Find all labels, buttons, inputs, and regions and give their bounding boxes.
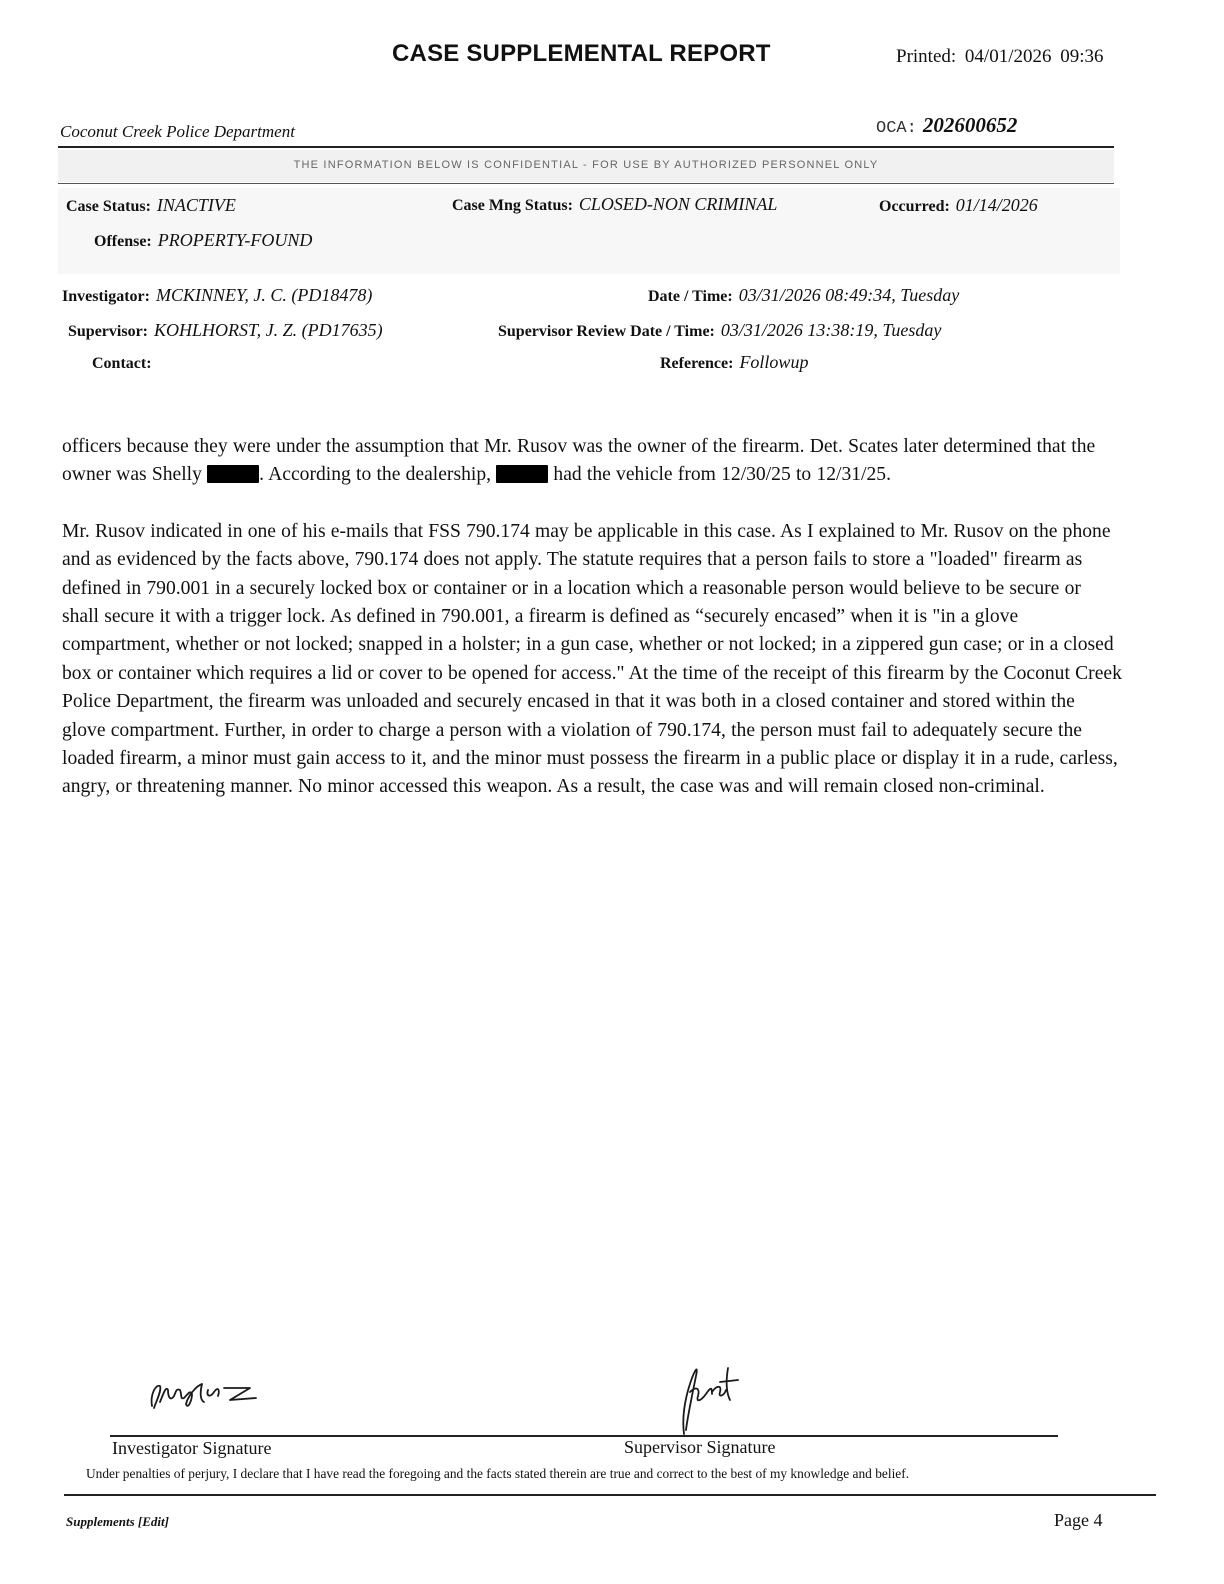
- supervisor-signature-image: [660, 1362, 744, 1438]
- case-status-label: Case Status:: [66, 198, 151, 215]
- review-datetime-label: Supervisor Review Date / Time:: [498, 323, 715, 340]
- header-rule-bottom: [58, 183, 1114, 184]
- case-mng-status-value: CLOSED-NON CRIMINAL: [578, 194, 778, 214]
- narrative-paragraph-1: [62, 433, 1122, 490]
- confidential-notice: THE INFORMATION BELOW IS CONFIDENTIAL - FOR USE BY AUTHORIZED PERSONNEL ONLY: [58, 150, 1114, 182]
- investigator-signature-label: Investigator Signature: [112, 1438, 272, 1458]
- datetime-field: [648, 285, 959, 306]
- offense-field: [94, 230, 312, 251]
- reference-label: Reference:: [660, 355, 734, 372]
- perjury-declaration: Under penalties of perjury, I declare that I have read the foregoing and the facts stated therein are true and correct to the best of my knowledge and belief.: [86, 1466, 910, 1481]
- investigator-field: [62, 285, 372, 306]
- reference-field: [660, 352, 808, 373]
- case-status-field: [66, 195, 236, 216]
- case-status-value: INACTIVE: [156, 195, 236, 215]
- footer-supplements-link: Supplements [Edit]: [66, 1514, 169, 1529]
- department-name: Coconut Creek Police Department: [60, 122, 295, 141]
- narrative-p1-part-a: officers because they were under the assumption that Mr. Rusov was the owner of the firearm. Det. Scates later determined that the owner was Shelly: [62, 436, 1096, 486]
- redaction-box: [207, 465, 259, 483]
- occurred-label: Occurred:: [879, 198, 950, 215]
- investigator-value: MCKINNEY, J. C. (PD18478): [155, 285, 373, 305]
- supervisor-field: [68, 320, 383, 341]
- supervisor-signature-label: Supervisor Signature: [624, 1437, 776, 1457]
- footer-rule: [64, 1494, 1156, 1496]
- oca-number: 202600652: [922, 113, 1018, 137]
- review-datetime-field: [498, 320, 941, 341]
- reference-value: Followup: [739, 352, 809, 372]
- contact-field: [92, 355, 152, 373]
- printed-time: 09:36: [1060, 46, 1104, 67]
- offense-label: Offense:: [94, 233, 152, 250]
- header-rule-top: [58, 146, 1114, 148]
- review-datetime-value: 03/31/2026 13:38:19, Tuesday: [720, 320, 942, 340]
- oca-label: OCA:: [876, 119, 917, 138]
- offense-value: PROPERTY-FOUND: [157, 230, 313, 250]
- investigator-label: Investigator:: [62, 288, 150, 305]
- redaction-box: [496, 465, 548, 483]
- narrative: [62, 433, 1122, 830]
- page-number: Page 4: [1054, 1510, 1103, 1530]
- datetime-label: Date / Time:: [648, 288, 733, 305]
- investigator-signature-image: [146, 1372, 270, 1414]
- narrative-p1-part-b: . According to the dealership,: [259, 464, 497, 486]
- contact-label: Contact:: [92, 355, 152, 372]
- supervisor-label: Supervisor:: [68, 323, 148, 340]
- printed-timestamp: [896, 46, 1104, 68]
- report-title: CASE SUPPLEMENTAL REPORT: [392, 40, 771, 67]
- signature-line: [110, 1435, 1058, 1437]
- narrative-paragraph-2: Mr. Rusov indicated in one of his e-mails that FSS 790.174 may be applicable in this case. As I explained to Mr. Rusov on the phone and as evidenced by the facts above, 790.174 does not apply. The statute requires that a person fails to store a "loaded" firearm as defined in 790.001 in a securely locked box or container or in a location which a reasonable person would believe to be secure or shall secure it with a trigger lock. As defined in 790.001, a firearm is defined as “securely encased” when it is "in a glove compartment, whether or not locked; snapped in a holster; in a gun case, whether or not locked; in a zippered gun case; or in a closed box or container which requires a lid or cover to be opened for access." At the time of the receipt of this firearm by the Coconut Creek Police Department, the firearm was unloaded and securely encased in that it was both in a closed container and stored within the glove compartment. Further, in order to charge a person with a violation of 790.174, the person must fail to adequately secure the loaded firearm, a minor must gain access to it, and the minor must possess the firearm in a public place or display it in a rude, carless, angry, or threatening manner. No minor accessed this weapon. As a result, the case was and will remain closed non-criminal.: [62, 520, 1122, 798]
- printed-date: 04/01/2026: [964, 46, 1052, 67]
- case-mng-status-field: [452, 194, 777, 215]
- printed-label: Printed:: [896, 46, 957, 67]
- oca-number-block: [876, 113, 1017, 138]
- occurred-field: [879, 195, 1038, 216]
- occurred-value: 01/14/2026: [955, 195, 1038, 215]
- datetime-value: 03/31/2026 08:49:34, Tuesday: [738, 285, 960, 305]
- supervisor-value: KOHLHORST, J. Z. (PD17635): [154, 320, 383, 340]
- case-mng-status-label: Case Mng Status:: [452, 197, 573, 214]
- narrative-p1-part-c: had the vehicle from 12/30/25 to 12/31/25.: [548, 464, 891, 486]
